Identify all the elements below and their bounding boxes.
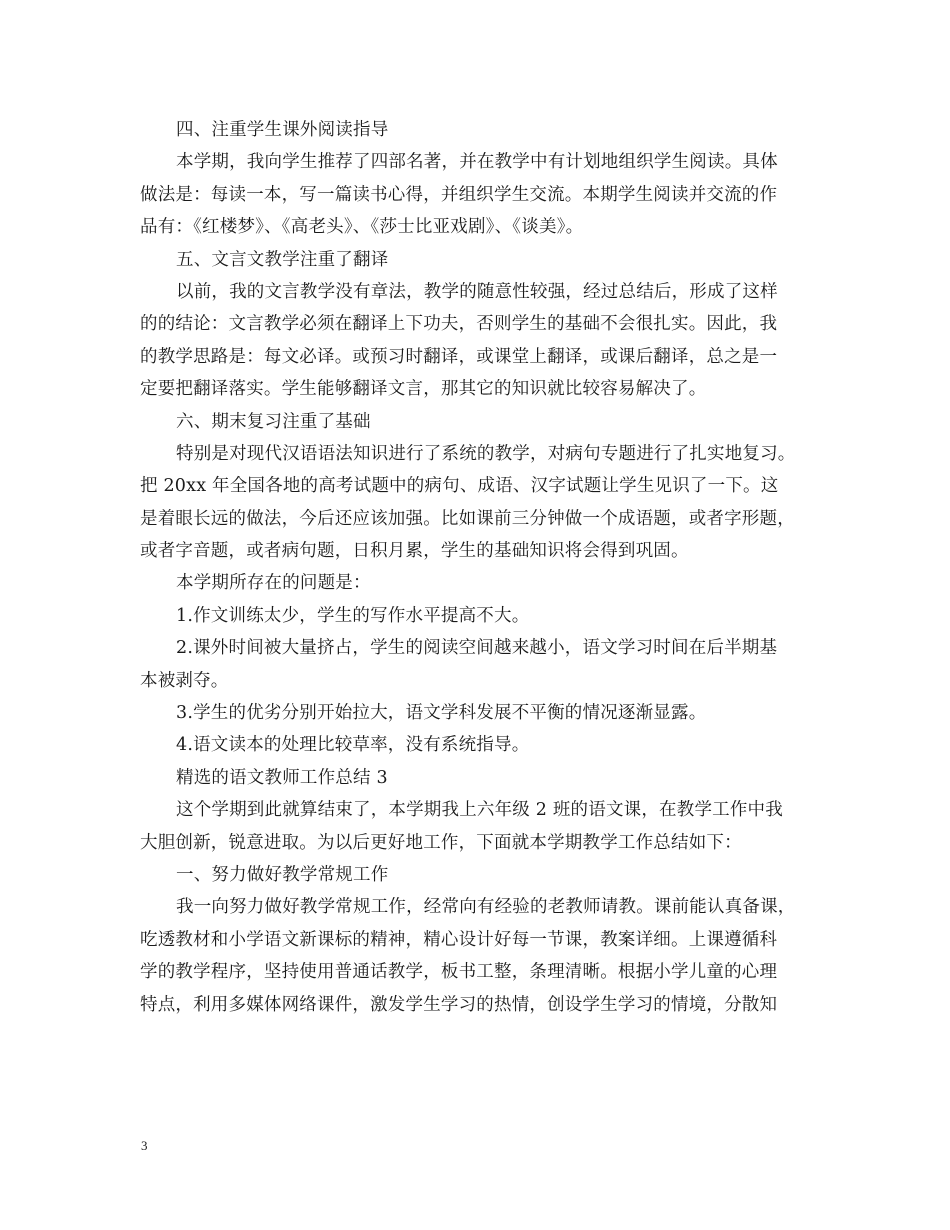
paragraph-line: 的的结论：文言教学必须在翻译上下功夫，否则学生的基础不会很扎实。因此，我 — [140, 314, 778, 335]
paragraph-line: 以前，我的文言教学没有章法，教学的随意性较强，经过总结后，形成了这样 — [176, 281, 778, 302]
paragraph-line: 品有：《红楼梦》、《高老头》、《莎士比亚戏剧》、《谈美》。 — [140, 217, 584, 238]
paragraph-line: 大胆创新，锐意进取。为以后更好地工作，下面就本学期教学工作总结如下： — [140, 832, 742, 853]
list-item: 1.作文训练太少，学生的写作水平提高不大。 — [176, 605, 530, 626]
paragraph-line: 本学期，我向学生推荐了四部名著，并在教学中有计划地组织学生阅读。具体 — [176, 152, 778, 173]
article-title: 精选的语文教师工作总结 3 — [176, 767, 388, 788]
paragraph-line: 我一向努力做好教学常规工作，经常向有经验的老教师请教。课前能认真备课， — [176, 897, 796, 918]
paragraph-line: 特别是对现代汉语语法知识进行了系统的教学，对病句专题进行了扎实地复习。 — [176, 443, 796, 464]
section-heading: 四、注重学生课外阅读指导 — [176, 120, 389, 140]
paragraph-line: 或者字音题，或者病句题，日积月累，学生的基础知识将会得到巩固。 — [140, 541, 689, 562]
paragraph-line: 定要把翻译落实。学生能够翻译文言，那其它的知识就比较容易解决了。 — [140, 379, 707, 400]
paragraph-line: 是着眼长远的做法，今后还应该加强。比如课前三分钟做一个成语题，或者字形题， — [140, 508, 795, 529]
paragraph-line: 把 20xx 年全国各地的高考试题中的病句、成语、汉字试题让学生见识了一下。这 — [140, 476, 779, 497]
list-item: 3.学生的优劣分别开始拉大，语文学科发展不平衡的情况逐渐显露。 — [176, 703, 707, 724]
paragraph-line: 特点，利用多媒体网络课件，激发学生学习的热情，创设学生学习的情境，分散知 — [140, 994, 778, 1015]
section-heading: 六、期末复习注重了基础 — [176, 411, 371, 432]
section-heading: 五、文言文教学注重了翻译 — [176, 249, 389, 270]
list-item: 2.课外时间被大量挤占，学生的阅读空间越来越小，语文学习时间在后半期基 — [176, 638, 778, 659]
page-number: 3 — [141, 1138, 148, 1153]
section-heading: 一、努力做好教学常规工作 — [176, 864, 389, 885]
paragraph-line: 的教学思路是：每文必译。或预习时翻译，或课堂上翻译，或课后翻译，总之是一 — [140, 346, 778, 367]
paragraph-line: 学的教学程序，坚持使用普通话教学，板书工整，条理清晰。根据小学儿童的心理 — [140, 962, 778, 983]
paragraph-line: 本学期所存在的问题是： — [176, 573, 371, 594]
document-body — [140, 114, 820, 1021]
paragraph-line: 做法是：每读一本，写一篇读书心得，并组织学生交流。本期学生阅读并交流的作 — [140, 184, 778, 205]
list-item: 4.语文读本的处理比较草率，没有系统指导。 — [176, 735, 530, 756]
list-item-continuation: 本被剥夺。 — [140, 670, 229, 691]
paragraph-line: 这个学期到此就算结束了，本学期我上六年级 2 班的语文课，在教学工作中我 — [176, 800, 783, 821]
paragraph-line: 吃透教材和小学语文新课标的精神，精心设计好每一节课，教案详细。上课遵循科 — [140, 929, 778, 950]
